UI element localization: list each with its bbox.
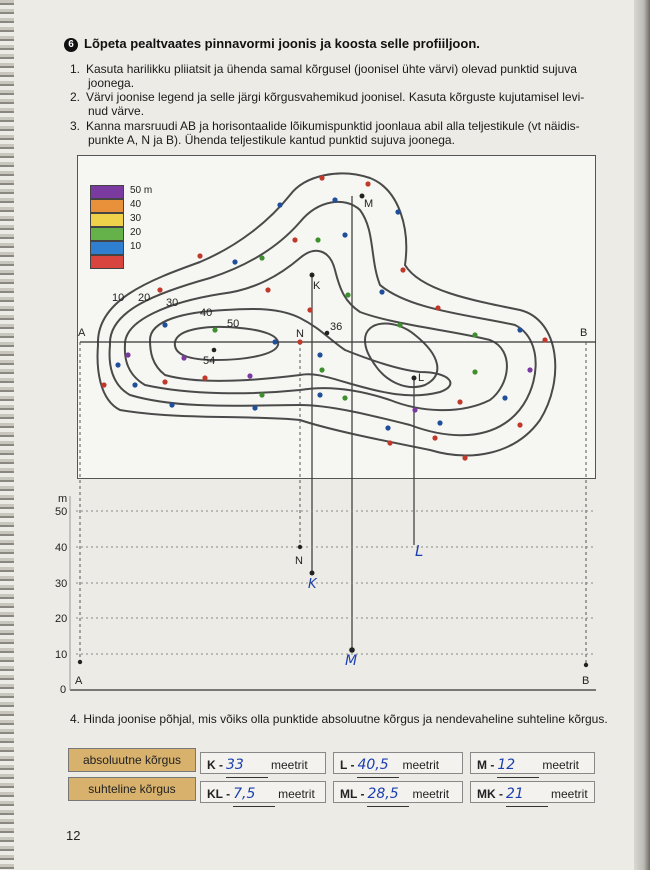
map-dot xyxy=(472,369,477,374)
map-dot xyxy=(162,322,167,327)
exercise-title-text: Lõpeta pealtvaates pinnavormi joonis ja koosta selle profiiljoon. xyxy=(84,36,480,51)
map-dot xyxy=(115,362,120,367)
contour-line-36-inner xyxy=(365,324,437,388)
profile-point-a xyxy=(78,660,82,664)
map-dot xyxy=(315,237,320,242)
map-dot xyxy=(307,307,312,312)
profile-tick-50: 50 xyxy=(55,506,68,518)
map-dot xyxy=(517,327,522,332)
map-point-l: L xyxy=(418,372,425,384)
profile-gridlines xyxy=(76,511,596,654)
map-dot xyxy=(277,202,282,207)
map-dot xyxy=(502,395,507,400)
handwritten-l: L xyxy=(415,542,424,560)
map-dot xyxy=(432,435,437,440)
map-dot xyxy=(169,402,174,407)
absolute-height-label: absoluutne kõrgus xyxy=(68,748,196,772)
map-dot xyxy=(232,259,237,264)
step-2: 2. Värvi joonise legend ja selle järgi kõrgusvahemikud joonisel. Kasuta kõrguste kujutamisel levi- nud värve. xyxy=(70,90,585,118)
profile-tick-30: 30 xyxy=(55,578,68,590)
handwritten-m: M xyxy=(345,653,358,669)
profile-label-n: N xyxy=(295,555,303,567)
map-dot xyxy=(319,367,324,372)
map-dot xyxy=(385,425,390,430)
profile-point-b xyxy=(584,663,588,667)
map-dot xyxy=(342,395,347,400)
legend-label-10: 10 xyxy=(130,241,142,252)
relative-height-label: suhteline kõrgus xyxy=(68,777,196,801)
contour-label-20: 20 xyxy=(138,292,151,304)
point-54-marker xyxy=(212,348,217,353)
map-dot xyxy=(259,255,264,260)
map-dot xyxy=(265,287,270,292)
question-4: 4. Hinda joonise põhjal, mis võiks olla punktide absoluutne kõrgus ja nendevaheline suhteline kõrgus. xyxy=(70,712,608,726)
map-dot xyxy=(197,253,202,258)
profile-label-b: B xyxy=(582,675,590,687)
abs-cell-l: L - 40,5 meetrit xyxy=(333,752,463,774)
contour-label-40: 40 xyxy=(200,307,213,319)
answer-rel-kl[interactable]: 7,5 xyxy=(233,782,275,807)
map-dot xyxy=(527,367,532,372)
abs-cell-k: K - 33 meetrit xyxy=(200,752,326,774)
abs-cell-m: M - 12 meetrit xyxy=(470,752,595,774)
map-dot xyxy=(132,382,137,387)
map-dot xyxy=(437,420,442,425)
height-label-36: 36 xyxy=(330,321,343,333)
map-dot xyxy=(457,399,462,404)
point-36-marker xyxy=(325,331,330,336)
profile-point-n xyxy=(298,545,302,549)
map-dot xyxy=(157,287,162,292)
map-dot xyxy=(400,267,405,272)
map-dot xyxy=(101,382,106,387)
map-dot xyxy=(517,422,522,427)
map-dot xyxy=(542,337,547,342)
map-dot xyxy=(292,237,297,242)
map-dot xyxy=(379,289,384,294)
map-dot xyxy=(319,175,324,180)
profile-tick-10: 10 xyxy=(55,649,68,661)
map-dot xyxy=(259,392,264,397)
height-label-54: 54 xyxy=(203,355,216,367)
profile-point-m xyxy=(349,647,355,653)
point-k-marker xyxy=(310,273,315,278)
answer-abs-k[interactable]: 33 xyxy=(226,753,268,778)
legend-label-40: 40 xyxy=(130,199,142,210)
handwritten-k: K xyxy=(308,577,317,592)
map-dot xyxy=(412,407,417,412)
step-1: 1. Kasuta harilikku pliiatsit ja ühenda samal kõrgusel (joonisel ühte värvi) olevad punktid sujuva joonega. xyxy=(70,62,577,90)
map-dot xyxy=(365,181,370,186)
step-3: 3. Kanna marsruudi AB ja horisontaalide lõikumispunktid joonlaua abil alla teljestikule (vt näidis- punkte A, N ja B). Ühenda teljestikule kantud punktid sujuva joonega. xyxy=(70,119,580,147)
map-dot xyxy=(162,379,167,384)
map-dot xyxy=(462,455,467,460)
legend-label-30: 30 xyxy=(130,213,142,224)
map-dot xyxy=(212,327,217,332)
map-dot xyxy=(272,339,277,344)
answer-abs-l[interactable]: 40,5 xyxy=(357,753,399,778)
map-dot xyxy=(181,355,186,360)
map-dot xyxy=(387,440,392,445)
map-dot xyxy=(345,292,350,297)
point-l-marker xyxy=(412,376,417,381)
map-dot xyxy=(202,375,207,380)
map-dot xyxy=(317,392,322,397)
rel-cell-ml: ML - 28,5 meetrit xyxy=(333,781,463,803)
map-dot xyxy=(472,332,477,337)
map-dot xyxy=(332,197,337,202)
legend-label-20: 20 xyxy=(130,227,142,238)
profile-tick-20: 20 xyxy=(55,613,68,625)
contour-label-50: 50 xyxy=(227,318,240,330)
map-dot xyxy=(395,209,400,214)
map-point-n: N xyxy=(296,328,304,340)
profile-label-a: A xyxy=(75,675,83,687)
map-dot xyxy=(342,232,347,237)
profile-tick-40: 40 xyxy=(55,542,68,554)
map-dot xyxy=(435,305,440,310)
legend-label-50: 50 m xyxy=(130,185,153,196)
contour-line-10 xyxy=(98,173,556,455)
contour-label-30: 30 xyxy=(166,297,179,309)
answer-rel-ml[interactable]: 28,5 xyxy=(367,782,409,807)
rel-cell-kl: KL - 7,5 meetrit xyxy=(200,781,326,803)
map-point-m: M xyxy=(364,198,374,210)
answer-abs-m[interactable]: 12 xyxy=(497,753,539,778)
map-dot xyxy=(297,339,302,344)
exercise-number-badge: 6 xyxy=(64,38,78,52)
map-point-k: K xyxy=(313,280,321,292)
profile-point-k xyxy=(310,571,315,576)
contour-label-10: 10 xyxy=(112,292,125,304)
contour-line-40 xyxy=(150,309,450,395)
contour-line-50 xyxy=(175,327,278,360)
map-dot xyxy=(252,405,257,410)
page-number: 12 xyxy=(66,828,81,843)
map-point-a: A xyxy=(78,327,86,339)
map-dot xyxy=(317,352,322,357)
map-dot xyxy=(247,373,252,378)
answer-rel-mk[interactable]: 21 xyxy=(506,782,548,807)
map-dot xyxy=(397,322,402,327)
map-point-b: B xyxy=(580,327,588,339)
profile-unit: m xyxy=(58,493,68,505)
profile-tick-0: 0 xyxy=(60,684,67,696)
map-dot xyxy=(125,352,130,357)
rel-cell-mk: MK - 21 meetrit xyxy=(470,781,595,803)
